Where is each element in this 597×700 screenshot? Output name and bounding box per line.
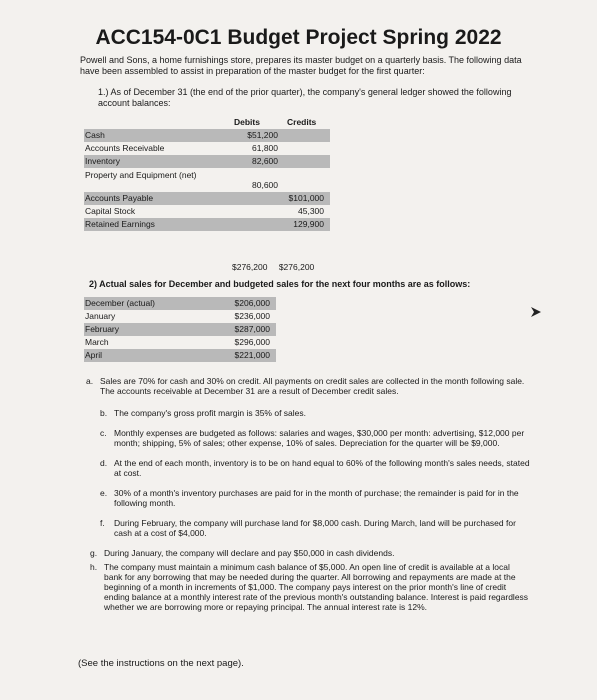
sales-row	[84, 297, 276, 310]
cursor-arrow-icon	[530, 306, 542, 321]
note-letter: g.	[90, 548, 98, 558]
sales-month-label: April	[85, 350, 103, 360]
ledger-account-label: Cash	[85, 130, 105, 140]
total-credits: $276,200	[278, 262, 315, 272]
ledger-account-label: Retained Earnings	[85, 219, 155, 229]
sales-amount: $287,000	[234, 324, 270, 334]
ledger-credit: 45,300	[298, 206, 324, 216]
sales-amount: $296,000	[234, 337, 270, 347]
ledger-row	[84, 192, 330, 205]
note-text: The company's gross profit margin is 35% of sales.	[114, 408, 307, 418]
ledger-account-label: Accounts Payable	[85, 193, 154, 203]
ledger-row	[84, 168, 330, 192]
sales-month-label: December (actual)	[85, 298, 155, 308]
note-letter: h.	[90, 562, 98, 572]
note-letter: d.	[100, 458, 108, 468]
note-text: 30% of a month's inventory purchases are paid for in the month of purchase; the remainder is paid for in the following month.	[114, 488, 519, 508]
ledger-account-label: Accounts Receivable	[85, 143, 165, 153]
ledger-row	[84, 155, 330, 168]
note-text: During February, the company will purchase land for $8,000 cash. During March, land will be purchased for cash at a cost of $4,000.	[114, 518, 516, 538]
notes-list	[86, 376, 530, 616]
note-text: The company must maintain a minimum cash balance of $5,000. An open line of credit is available at a local bank for any borrowing that may be needed during the quarter. All borrowing and repayments are made at the beginning of a month in increments of $1,000. The company pays interest on the prior month's line of credit ending balance at a monthly interest rate of the previous month's outstanding balance. Interest is paid regardless whether we are borrowing more or repaying principal. The annual interest rate is 12%.	[104, 562, 529, 612]
intro-paragraph: Powell and Sons, a home furnishings store, prepares its master budget on a quarterly basis. The following data have been assembled to assist in preparation of the master budget for the first quarter:	[80, 55, 522, 76]
ledger-row	[84, 218, 330, 231]
item-2-text: 2) Actual sales for December and budgeted sales for the next four months are as follows:	[89, 279, 471, 289]
note-item	[86, 376, 530, 396]
note-item	[90, 548, 530, 558]
note-letter: b.	[100, 408, 108, 418]
credits-header: Credits	[287, 117, 317, 127]
note-letter: a.	[86, 376, 94, 386]
note-item	[90, 562, 530, 612]
ledger-row	[84, 205, 330, 218]
sales-table	[84, 297, 276, 362]
ledger-account-label: Property and Equipment (net)	[85, 170, 197, 180]
ledger-credit: 129,900	[293, 219, 324, 229]
note-item	[100, 428, 530, 448]
sales-month-label: February	[85, 324, 120, 334]
ledger-totals	[232, 262, 323, 272]
ledger-account-label: Inventory	[85, 156, 120, 166]
footer-note: (See the instructions on the next page).	[78, 658, 244, 669]
note-item	[100, 488, 530, 508]
sales-row	[84, 336, 276, 349]
note-text: During January, the company will declare and pay $50,000 in cash dividends.	[104, 548, 395, 558]
sales-row	[84, 349, 276, 362]
debits-header: Debits	[234, 117, 260, 127]
ledger-header	[84, 115, 330, 129]
note-item	[100, 408, 530, 418]
ledger-debit: $51,200	[247, 130, 278, 140]
note-text: Monthly expenses are budgeted as follows: salaries and wages, $30,000 per month: advertising, $12,000 per month; shipping, 5% of sales; other expense, 10% of sales. Depreciation for the quarter will be $9,000.	[114, 428, 525, 448]
ledger-credit: $101,000	[288, 193, 324, 203]
sales-amount: $221,000	[234, 350, 270, 360]
note-text: Sales are 70% for cash and 30% on credit. All payments on credit sales are collected in the month following sale. The accounts receivable at December 31 are a result of December credit sales.	[100, 376, 525, 396]
ledger-debit: 61,800	[252, 143, 278, 153]
note-letter: e.	[100, 488, 108, 498]
item-1-text: 1.) As of December 31 (the end of the prior quarter), the company's general ledger showed the following account balances:	[98, 87, 512, 108]
sales-row	[84, 310, 276, 323]
note-text: At the end of each month, inventory is to be on hand equal to 60% of the following month's sales needs, stated at cost.	[114, 458, 530, 478]
note-letter: c.	[100, 428, 107, 438]
ledger-table	[84, 115, 330, 231]
page-title: ACC154-0C1 Budget Project Spring 2022	[95, 26, 502, 49]
ledger-row	[84, 142, 330, 155]
total-debits: $276,200	[232, 262, 268, 272]
ledger-row	[84, 129, 330, 142]
ledger-account-label: Capital Stock	[85, 206, 136, 216]
ledger-debit: 82,600	[252, 156, 278, 166]
sales-month-label: January	[85, 311, 116, 321]
sales-amount: $236,000	[234, 311, 270, 321]
note-letter: f.	[100, 518, 105, 528]
note-item	[100, 458, 530, 478]
ledger-debit: 80,600	[252, 180, 278, 190]
sales-amount: $206,000	[234, 298, 270, 308]
note-item	[100, 518, 530, 538]
sales-row	[84, 323, 276, 336]
sales-month-label: March	[85, 337, 109, 347]
